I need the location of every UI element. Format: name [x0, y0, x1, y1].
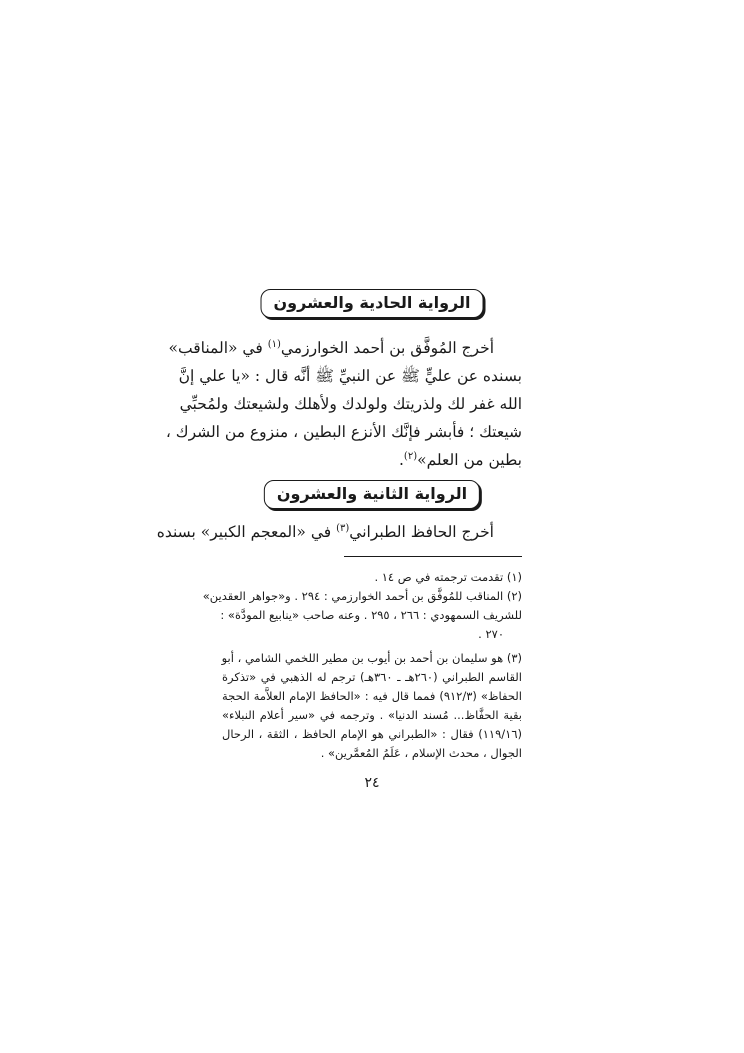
section-heading-22 [264, 480, 480, 509]
footnote-line: (٢) المناقب للمُوفَّق بن أحمد الخوارزمي : ٢٩٤ . و«جواهر العقدين» [202, 589, 522, 603]
section-heading-21 [261, 289, 484, 318]
footnote-ref[interactable]: (٢) [403, 450, 418, 462]
section-heading-22-text: الرواية الثانية والعشرون [276, 484, 468, 503]
footnote-ref[interactable]: (٣) [336, 522, 350, 534]
footnote-line: بقية الحفَّاظ... مُسند الدنيا» . وترجمه في «سير أعلام النبلاء» [222, 708, 522, 722]
footnote-line: الجوال ، محدث الإسلام ، عَلَمُ المُعمَّرين» . [320, 746, 522, 760]
page-number: ٢٤ [364, 775, 380, 791]
footnote-line: (١١٩/١٦) فقال : «الطبراني هو الإمام الحافظ ، الثقة ، الرحال [222, 727, 522, 741]
body-line: بطين من العلم»$^{(٢)}$. [398, 450, 522, 469]
footnote-line: للشريف السمهودي : ٢٦٦ ، ٢٩٥ . وعنه صاحب «ينابيع المودَّة» : [220, 608, 522, 622]
section-heading-21-text: الرواية الحادية والعشرون [273, 293, 471, 312]
footnote-line: القاسم الطبراني (٢٦٠هـ ـ ٣٦٠هـ) ترجم له الذهبي في «تذكرة [222, 670, 522, 684]
body-line: الله غفر لك ولذريتك ولولدك ولأهلك ولشيعتك ولمُحبِّي [179, 395, 522, 413]
footnote-line: الحفاظ» (٩١٢/٣) فمما قال فيه : «الحافظ الإمام العلاَّمة الحجة [222, 689, 522, 703]
body-line: شيعتك ؛ فأبشر فإنَّك الأنزع البطين ، منزوع من الشرك ، [165, 423, 522, 441]
footnote-line: (٣) هو سليمان بن أحمد بن أيوب بن مطير اللخمي الشامي ، أبو [221, 651, 522, 665]
footnote-ref[interactable]: (١) [267, 338, 281, 350]
body-line: بسنده عن عليٍّ ﷺ عن النبيِّ ﷺ أنَّه قال : «يا علي إنَّ [178, 367, 522, 385]
footnote-divider [344, 556, 522, 557]
body-line: أخرج الحافظ الطبراني$^{(٣)}$ في «المعجم الكبير» بسنده [156, 522, 494, 541]
footnote-line: ٢٧٠ . [478, 627, 504, 641]
body-line: أخرج المُوفَّق بن أحمد الخوارزمي$^{(١)}$ في «المناقب» [168, 338, 494, 357]
footnote-line: (١) تقدمت ترجمته في ص ١٤ . [374, 570, 522, 584]
